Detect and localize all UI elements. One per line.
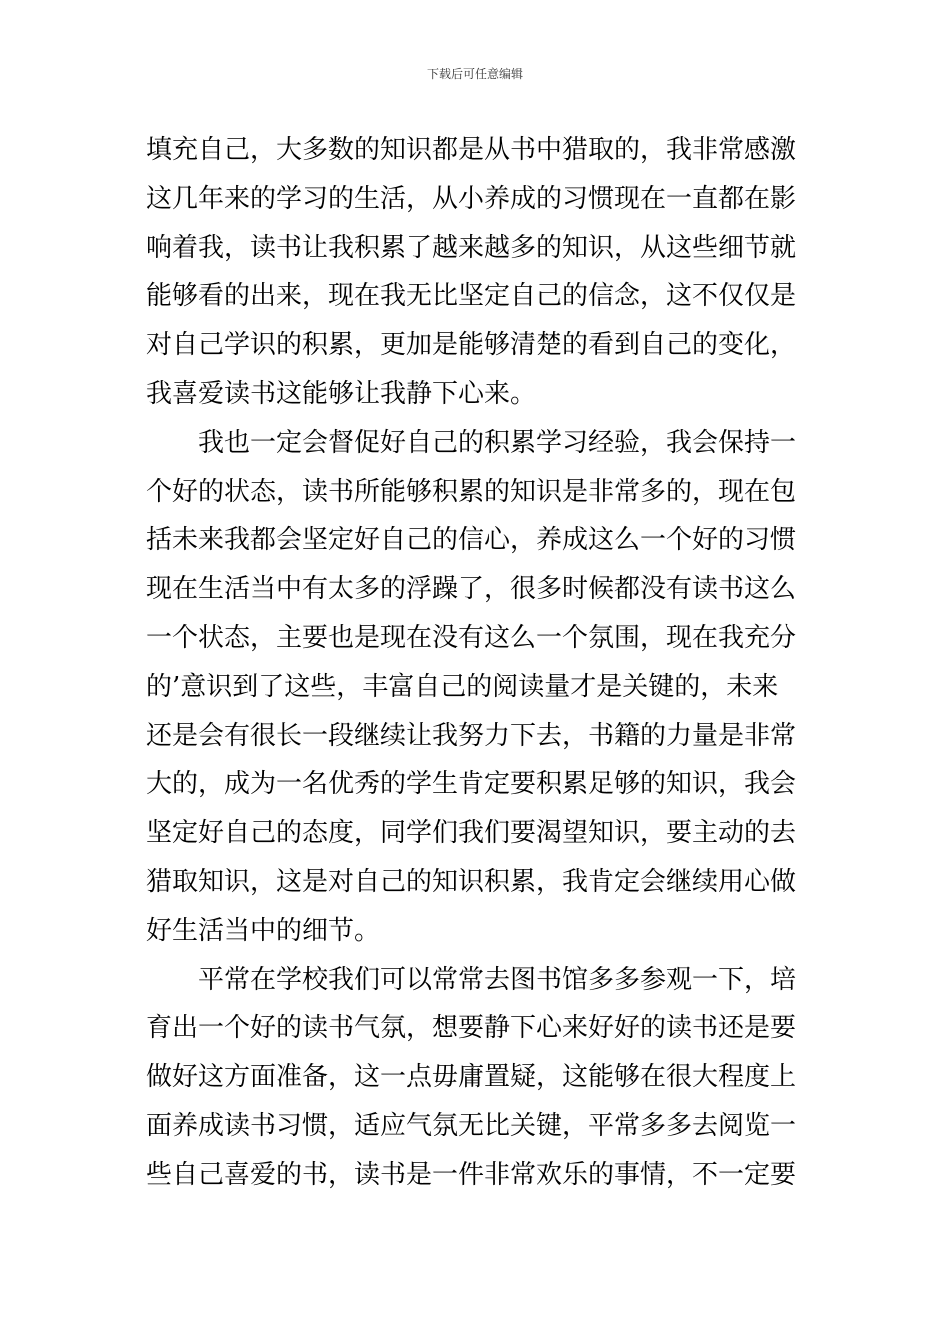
text-line: 我喜爱读书这能够让我静下心来。: [146, 378, 537, 409]
document-body: [146, 126, 806, 1200]
text-line: 一个状态，主要也是现在没有这么一个氛围，现在我充分: [146, 622, 797, 653]
text-line: 能够看的出来，现在我无比坚定自己的信念，这不仅仅是: [146, 281, 797, 312]
text-line: 些自己喜爱的书，读书是一件非常欢乐的事情，不一定要: [146, 1159, 797, 1190]
text-line: 做好这方面准备，这一点毋庸置疑，这能够在很大程度上: [146, 1062, 797, 1093]
text-line: 现在生活当中有太多的浮躁了，很多时候都没有读书这么: [146, 574, 797, 605]
paragraph: [146, 419, 806, 956]
paragraph: [146, 956, 806, 1200]
text-line: 好生活当中的细节。: [146, 915, 381, 946]
text-line: 平常在学校我们可以常常去图书馆多多参观一下，培: [146, 964, 797, 995]
text-line: 响着我，读书让我积累了越来越多的知识，从这些细节就: [146, 232, 797, 263]
paragraph: [146, 126, 806, 419]
text-line: 坚定好自己的态度，同学们我们要渴望知识，要主动的去: [146, 818, 797, 849]
text-line: 面养成读书习惯，适应气氛无比关键，平常多多去阅览一: [146, 1110, 797, 1141]
text-line: 猎取知识，这是对自己的知识积累，我肯定会继续用心做: [146, 866, 797, 897]
text-line: 个好的状态，读书所能够积累的知识是非常多的，现在包: [146, 476, 797, 507]
text-line: 对自己学识的积累，更加是能够清楚的看到自己的变化，: [146, 330, 797, 361]
text-line: 这几年来的学习的生活，从小养成的习惯现在一直都在影: [146, 183, 797, 214]
text-line: 的’意识到了这些，丰富自己的阅读量才是关键的，未来: [146, 671, 779, 702]
page-header-note: 下载后可任意编辑: [426, 67, 523, 81]
text-line: 大的，成为一名优秀的学生肯定要积累足够的知识，我会: [146, 769, 797, 800]
text-line: 括未来我都会坚定好自己的信心，养成这么一个好的习惯: [146, 525, 797, 556]
text-line: 育出一个好的读书气氛，想要静下心来好好的读书还是要: [146, 1013, 797, 1044]
text-line: 还是会有很长一段继续让我努力下去，书籍的力量是非常: [146, 720, 797, 751]
text-line: 我也一定会督促好自己的积累学习经验，我会保持一: [146, 427, 797, 458]
text-line: 填充自己，大多数的知识都是从书中猎取的，我非常感激: [146, 135, 797, 165]
